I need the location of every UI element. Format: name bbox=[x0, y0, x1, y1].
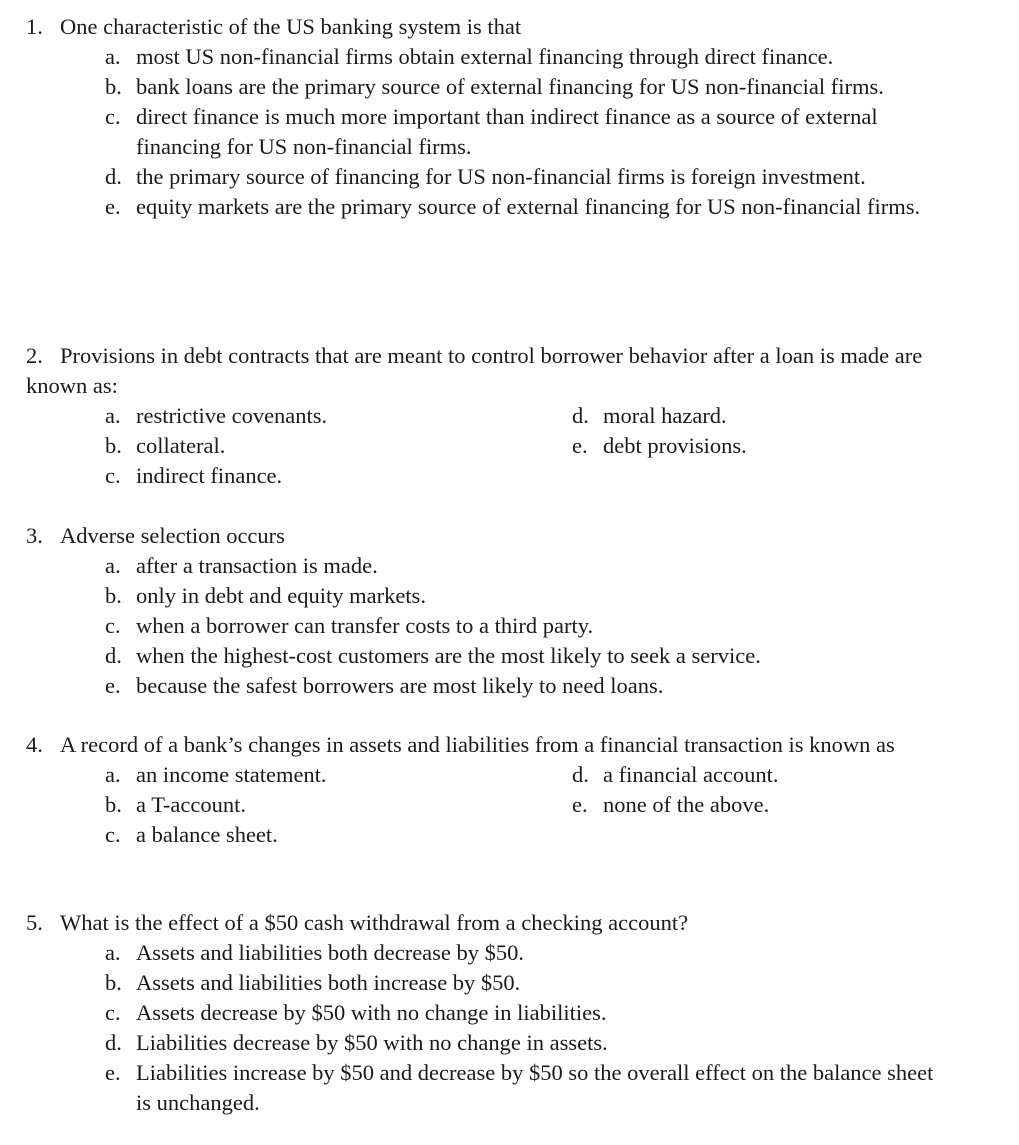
option-b[interactable] bbox=[26, 968, 986, 998]
option-letter: c. bbox=[105, 822, 121, 847]
question-number: 5. bbox=[26, 910, 43, 935]
question-4 bbox=[26, 730, 926, 850]
question-stem bbox=[26, 730, 926, 760]
option-list bbox=[26, 938, 986, 1118]
option-letter: e. bbox=[105, 1060, 121, 1085]
option-text: when a borrower can transfer costs to a third party. bbox=[136, 613, 594, 638]
option-letter: c. bbox=[105, 613, 121, 638]
option-e[interactable] bbox=[572, 790, 1019, 820]
option-d[interactable] bbox=[572, 401, 1019, 431]
question-stem bbox=[26, 908, 986, 938]
question-stem bbox=[26, 341, 961, 401]
question-3 bbox=[26, 521, 986, 701]
option-letter: d. bbox=[105, 1030, 122, 1055]
option-text: Assets and liabilities both decrease by $50. bbox=[136, 940, 525, 965]
option-e[interactable] bbox=[26, 1058, 936, 1118]
option-letter: c. bbox=[105, 1000, 121, 1025]
option-a[interactable] bbox=[26, 938, 986, 968]
option-letter: a. bbox=[105, 403, 121, 428]
option-letter: c. bbox=[105, 104, 121, 129]
option-c[interactable] bbox=[26, 102, 936, 162]
option-text: a financial account. bbox=[603, 762, 779, 787]
option-c[interactable] bbox=[26, 998, 986, 1028]
question-number: 1. bbox=[26, 14, 43, 39]
option-text: none of the above. bbox=[603, 792, 770, 817]
option-text: bank loans are the primary source of external financing for US non-financial firms. bbox=[136, 74, 884, 99]
question-number: 2. bbox=[26, 343, 43, 368]
question-number: 4. bbox=[26, 732, 43, 757]
option-text: Liabilities increase by $50 and decrease by $50 so the overall effect on the balance sheet is unchanged. bbox=[136, 1060, 934, 1115]
option-text: Liabilities decrease by $50 with no change in assets. bbox=[136, 1030, 608, 1055]
option-text: most US non-financial firms obtain external financing through direct finance. bbox=[136, 44, 834, 69]
option-letter: a. bbox=[105, 762, 121, 787]
option-letter: d. bbox=[572, 762, 589, 787]
question-text: What is the effect of a $50 cash withdrawal from a checking account? bbox=[60, 910, 689, 935]
option-text: a T-account. bbox=[136, 792, 246, 817]
option-d[interactable] bbox=[572, 760, 1019, 790]
option-letter: e. bbox=[572, 792, 588, 817]
option-b[interactable] bbox=[26, 790, 496, 820]
option-text: Assets and liabilities both increase by $50. bbox=[136, 970, 521, 995]
question-text: One characteristic of the US banking system is that bbox=[60, 14, 522, 39]
option-text: only in debt and equity markets. bbox=[136, 583, 426, 608]
option-letter: b. bbox=[105, 433, 122, 458]
option-text: an income statement. bbox=[136, 762, 327, 787]
option-text: the primary source of financing for US non-financial firms is foreign investment. bbox=[136, 164, 866, 189]
option-e[interactable] bbox=[26, 192, 926, 222]
option-a[interactable] bbox=[26, 760, 496, 790]
option-b[interactable] bbox=[26, 581, 986, 611]
option-a[interactable] bbox=[26, 42, 986, 72]
option-letter: c. bbox=[105, 463, 121, 488]
option-c[interactable] bbox=[26, 611, 986, 641]
option-grid bbox=[26, 401, 961, 491]
option-c[interactable] bbox=[26, 820, 496, 850]
option-text: indirect finance. bbox=[136, 463, 283, 488]
option-column-right bbox=[572, 401, 1019, 461]
option-column-right bbox=[572, 760, 1019, 820]
option-letter: b. bbox=[105, 74, 122, 99]
option-text: equity markets are the primary source of external financing for US non-financial firms. bbox=[136, 194, 921, 219]
option-c[interactable] bbox=[26, 461, 496, 491]
option-e[interactable] bbox=[572, 431, 1019, 461]
option-d[interactable] bbox=[26, 641, 986, 671]
option-column-left bbox=[26, 760, 496, 850]
option-text: when the highest-cost customers are the most likely to seek a service. bbox=[136, 643, 761, 668]
option-a[interactable] bbox=[26, 401, 496, 431]
option-letter: b. bbox=[105, 970, 122, 995]
option-letter: d. bbox=[105, 164, 122, 189]
option-letter: e. bbox=[572, 433, 588, 458]
option-letter: a. bbox=[105, 44, 121, 69]
option-b[interactable] bbox=[26, 72, 966, 102]
option-letter: d. bbox=[105, 643, 122, 668]
option-d[interactable] bbox=[26, 1028, 986, 1058]
question-text: Adverse selection occurs bbox=[60, 523, 285, 548]
question-text: A record of a bank’s changes in assets and liabilities from a financial transaction is known as bbox=[60, 732, 895, 757]
option-letter: b. bbox=[105, 583, 122, 608]
option-text: after a transaction is made. bbox=[136, 553, 378, 578]
option-e[interactable] bbox=[26, 671, 986, 701]
question-stem bbox=[26, 521, 986, 551]
option-grid bbox=[26, 760, 926, 850]
option-text: collateral. bbox=[136, 433, 226, 458]
question-5 bbox=[26, 908, 986, 1118]
question-2 bbox=[26, 341, 961, 491]
option-a[interactable] bbox=[26, 551, 986, 581]
question-1 bbox=[26, 12, 986, 222]
option-text: moral hazard. bbox=[603, 403, 727, 428]
option-letter: d. bbox=[572, 403, 589, 428]
question-text: Provisions in debt contracts that are meant to control borrower behavior after a loan is made are known as: bbox=[26, 343, 923, 398]
option-text: Assets decrease by $50 with no change in liabilities. bbox=[136, 1000, 607, 1025]
option-text: debt provisions. bbox=[603, 433, 747, 458]
option-column-left bbox=[26, 401, 496, 491]
option-text: restrictive covenants. bbox=[136, 403, 328, 428]
option-b[interactable] bbox=[26, 431, 496, 461]
option-letter: a. bbox=[105, 553, 121, 578]
option-text: direct finance is much more important than indirect finance as a source of external financing for US non-financial firms. bbox=[136, 104, 878, 159]
option-letter: e. bbox=[105, 194, 121, 219]
option-letter: a. bbox=[105, 940, 121, 965]
option-list bbox=[26, 551, 986, 701]
option-text: because the safest borrowers are most likely to need loans. bbox=[136, 673, 664, 698]
option-list bbox=[26, 42, 986, 222]
option-d[interactable] bbox=[26, 162, 906, 192]
question-stem bbox=[26, 12, 986, 42]
option-letter: b. bbox=[105, 792, 122, 817]
question-number: 3. bbox=[26, 523, 43, 548]
option-letter: e. bbox=[105, 673, 121, 698]
option-text: a balance sheet. bbox=[136, 822, 278, 847]
